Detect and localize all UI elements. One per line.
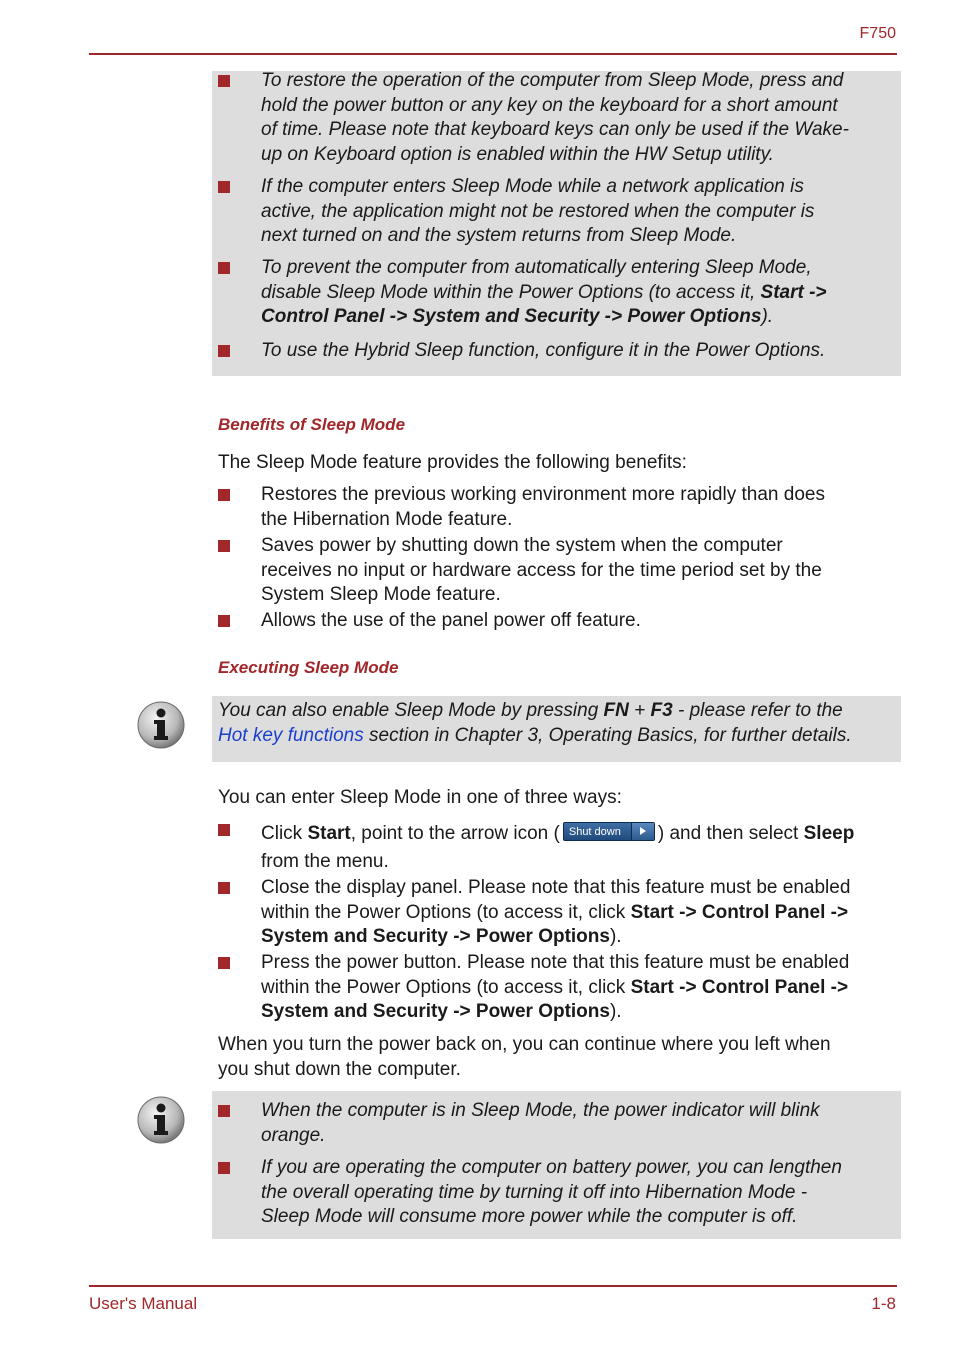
footer-rule — [89, 1285, 897, 1287]
note-box-hotkey — [212, 696, 901, 762]
text-line — [218, 724, 898, 749]
bullet-icon — [218, 540, 230, 552]
bullet-icon — [218, 262, 230, 274]
menu-path: System and Security -> Power Options — [261, 926, 610, 947]
header-rule — [89, 53, 897, 55]
hot-key-functions-link[interactable]: Hot key functions — [218, 724, 364, 746]
text-line: Close the display panel. Please note that this feature must be enabled — [261, 877, 851, 898]
section-heading-benefits: Benefits of Sleep Mode — [218, 415, 406, 434]
executing-outro — [218, 1033, 898, 1082]
section-heading-executing: Executing Sleep Mode — [218, 658, 399, 677]
text-line: Sleep Mode will consume more power while the computer is off. — [261, 1206, 798, 1227]
text-span: + — [628, 700, 651, 721]
header-model: F750 — [859, 25, 896, 42]
text-line: If you are operating the computer on battery power, you can lengthen — [261, 1157, 842, 1178]
text-line — [218, 699, 898, 724]
info-icon — [136, 700, 186, 750]
text-line: When the computer is in Sleep Mode, the power indicator will blink — [261, 1100, 820, 1121]
text-span: Click — [261, 823, 308, 844]
bullet-icon — [218, 1162, 230, 1174]
note-box-sleep-tips — [212, 71, 901, 376]
menu-path: Start -> Control Panel -> — [630, 976, 849, 998]
text-line: To prevent the computer from automatically entering Sleep Mode, — [261, 257, 812, 278]
page-number: 1-8 — [871, 1294, 896, 1313]
shut-down-button-label: Shut down — [568, 826, 621, 839]
bullet-icon — [218, 957, 230, 969]
text-line: you shut down the computer. — [218, 1058, 461, 1080]
text-line: Restores the previous working environment more rapidly than does — [261, 484, 825, 505]
text-line: If the computer enters Sleep Mode while a network application is — [261, 176, 804, 197]
executing-intro: You can enter Sleep Mode in one of three ways: — [218, 787, 622, 808]
shut-down-button — [563, 822, 655, 841]
text-line — [261, 976, 906, 1001]
menu-path: Control Panel -> System and Security -> Power Options — [261, 306, 762, 327]
text-line — [261, 901, 906, 926]
menu-path: System and Security -> Power Options — [261, 1001, 610, 1022]
key-f3: F3 — [650, 700, 673, 721]
text-line: the overall operating time by turning it off into Hibernation Mode - — [261, 1181, 808, 1203]
text-line: up on Keyboard option is enabled within the HW Setup utility. — [261, 143, 774, 165]
menu-path: Start -> — [760, 281, 827, 303]
text-span: within the Power Options (to access it, click — [261, 901, 631, 923]
text-line: hold the power button or any key on the keyboard for a short amount — [261, 94, 838, 116]
text-line — [261, 1000, 906, 1025]
text-line — [261, 925, 906, 950]
text-line: To restore the operation of the computer from Sleep Mode, press and — [261, 70, 844, 91]
text-span: ) and then select — [657, 823, 804, 844]
text-line — [261, 820, 906, 848]
text-line: the Hibernation Mode feature. — [261, 508, 513, 530]
text-line: Press the power button. Please note that this feature must be enabled — [261, 952, 850, 973]
note-box-power-indicator — [212, 1091, 901, 1239]
text-line: System Sleep Mode feature. — [261, 584, 501, 605]
text-line: of time. Please note that keyboard keys can only be used if the Wake- — [261, 119, 849, 140]
text-span: disable Sleep Mode within the Power Options (to access it, — [261, 281, 761, 303]
text-line: from the menu. — [261, 851, 389, 872]
text-line — [261, 281, 901, 306]
text-span: ). — [761, 306, 774, 327]
arrow-right-icon — [631, 823, 654, 840]
bullet-icon — [218, 75, 230, 87]
bullet-icon — [218, 345, 230, 357]
info-icon — [136, 1095, 186, 1145]
bullet-icon — [218, 489, 230, 501]
text-span: - please refer to the — [672, 700, 843, 721]
text-line: orange. — [261, 1124, 326, 1146]
text-line: To use the Hybrid Sleep function, configure it in the Power Options. — [261, 340, 826, 361]
text-span: ). — [609, 1001, 622, 1022]
text-line: Saves power by shutting down the system when the computer — [261, 535, 783, 556]
text-span: section in Chapter 3, Operating Basics, for further details. — [363, 724, 852, 746]
sleep-label: Sleep — [803, 823, 855, 844]
text-line: active, the application might not be restored when the computer is — [261, 200, 815, 222]
start-label: Start — [307, 823, 351, 844]
text-span: within the Power Options (to access it, click — [261, 976, 631, 998]
text-span: ). — [609, 926, 622, 947]
text-span: , point to the arrow icon ( — [350, 823, 560, 844]
text-line: receives no input or hardware access for the time period set by the — [261, 559, 822, 581]
text-line: next turned on and the system returns from Sleep Mode. — [261, 225, 737, 246]
benefits-intro: The Sleep Mode feature provides the following benefits: — [218, 452, 687, 473]
bullet-icon — [218, 1105, 230, 1117]
footer-manual-title: User's Manual — [89, 1294, 198, 1313]
bullet-icon — [218, 615, 230, 627]
menu-path: Start -> Control Panel -> — [630, 901, 849, 923]
text-line: When you turn the power back on, you can continue where you left when — [218, 1034, 831, 1055]
text-line: Allows the use of the panel power off feature. — [261, 610, 641, 631]
text-span: You can also enable Sleep Mode by pressing — [218, 700, 604, 721]
bullet-icon — [218, 882, 230, 894]
bullet-icon — [218, 181, 230, 193]
text-line — [261, 305, 901, 330]
key-fn: FN — [603, 700, 629, 721]
bullet-icon — [218, 824, 230, 836]
